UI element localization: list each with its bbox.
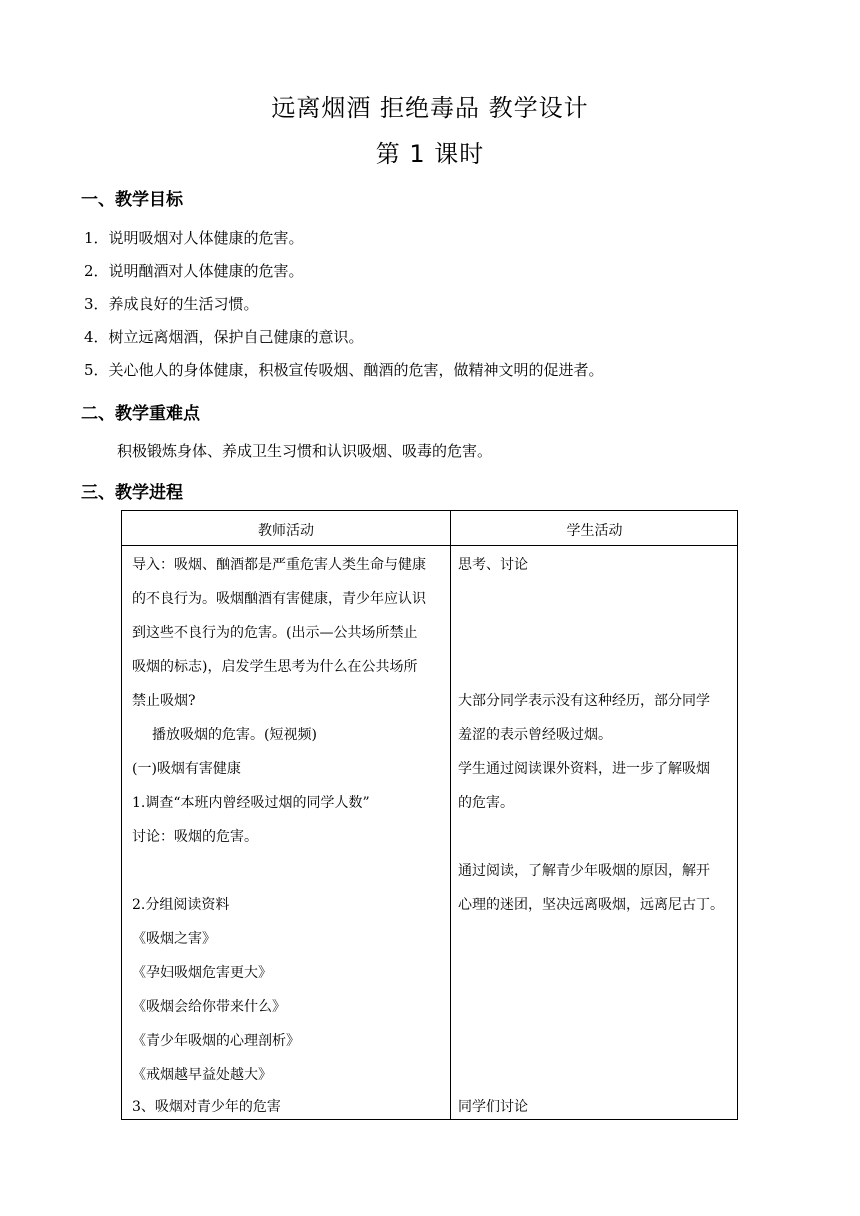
student-activity-line: 同学们讨论 (458, 1099, 528, 1115)
teacher-activity-line: 禁止吸烟? (132, 693, 196, 709)
teacher-activity-line: 2.分组阅读资料 (132, 897, 230, 913)
student-activity-line: 羞涩的表示曾经吸过烟。 (458, 727, 612, 743)
section-heading-key-points: 二、教学重难点 (81, 404, 200, 424)
objective-item: 1．说明吸烟对人体健康的危害。 (84, 229, 304, 247)
student-activity-line: 通过阅读，了解青少年吸烟的原因，解开 (458, 863, 710, 879)
teacher-activity-line: 到这些不良行为的危害。(出示—公共场所禁止 (132, 625, 418, 641)
objective-item: 5．关心他人的身体健康，积极宣传吸烟、酗酒的危害，做精神文明的促进者。 (84, 361, 604, 379)
table-column-divider (450, 511, 451, 1119)
teacher-activity-line: 的不良行为。吸烟酗酒有害健康，青少年应认识 (132, 591, 426, 607)
student-activity-line: 心理的迷团，坚决远离吸烟，远离尼古丁。 (458, 897, 724, 913)
key-points-text: 积极锻炼身体、养成卫生习惯和认识吸烟、吸毒的危害。 (117, 442, 493, 460)
teacher-activity-line: 3、吸烟对青少年的危害 (132, 1099, 281, 1115)
reading-material-title: 《孕妇吸烟危害更大》 (132, 965, 272, 981)
objective-item: 3．养成良好的生活习惯。 (84, 295, 259, 313)
reading-material-title: 《吸烟会给你带来什么》 (132, 999, 286, 1015)
table-header-student: 学生活动 (566, 523, 623, 539)
table-header-teacher: 教师活动 (258, 523, 314, 539)
reading-material-title: 《青少年吸烟的心理剖析》 (132, 1033, 300, 1049)
lesson-number: 第 1 课时 (375, 140, 485, 168)
teacher-activity-line: (一)吸烟有害健康 (132, 761, 241, 777)
teacher-activity-line: 导入：吸烟、酗酒都是严重危害人类生命与健康 (132, 557, 426, 573)
activity-table (121, 510, 738, 1120)
teacher-activity-line: 1.调查“本班内曾经吸过烟的同学人数” (132, 795, 370, 811)
reading-material-title: 《吸烟之害》 (132, 931, 216, 947)
student-activity-line: 学生通过阅读课外资料，进一步了解吸烟 (458, 761, 710, 777)
objective-item: 4．树立远离烟酒，保护自己健康的意识。 (84, 328, 364, 346)
student-activity-line: 的危害。 (458, 795, 514, 811)
reading-material-title: 《戒烟越早益处越大》 (132, 1067, 272, 1083)
teacher-activity-line: 吸烟的标志)，启发学生思考为什么在公共场所 (132, 659, 418, 675)
student-activity-line: 大部分同学表示没有这种经历，部分同学 (458, 693, 710, 709)
objective-item: 2．说明酗酒对人体健康的危害。 (84, 262, 304, 280)
teacher-activity-line: 播放吸烟的危害。(短视频) (152, 727, 317, 743)
teacher-activity-line: 讨论：吸烟的危害。 (132, 829, 258, 845)
section-heading-process: 三、教学进程 (81, 483, 183, 503)
table-header-divider (122, 545, 737, 546)
section-heading-objectives: 一、教学目标 (81, 190, 183, 210)
document-title: 远离烟酒 拒绝毒品 教学设计 (271, 94, 589, 122)
student-activity-line: 思考、讨论 (458, 557, 528, 573)
